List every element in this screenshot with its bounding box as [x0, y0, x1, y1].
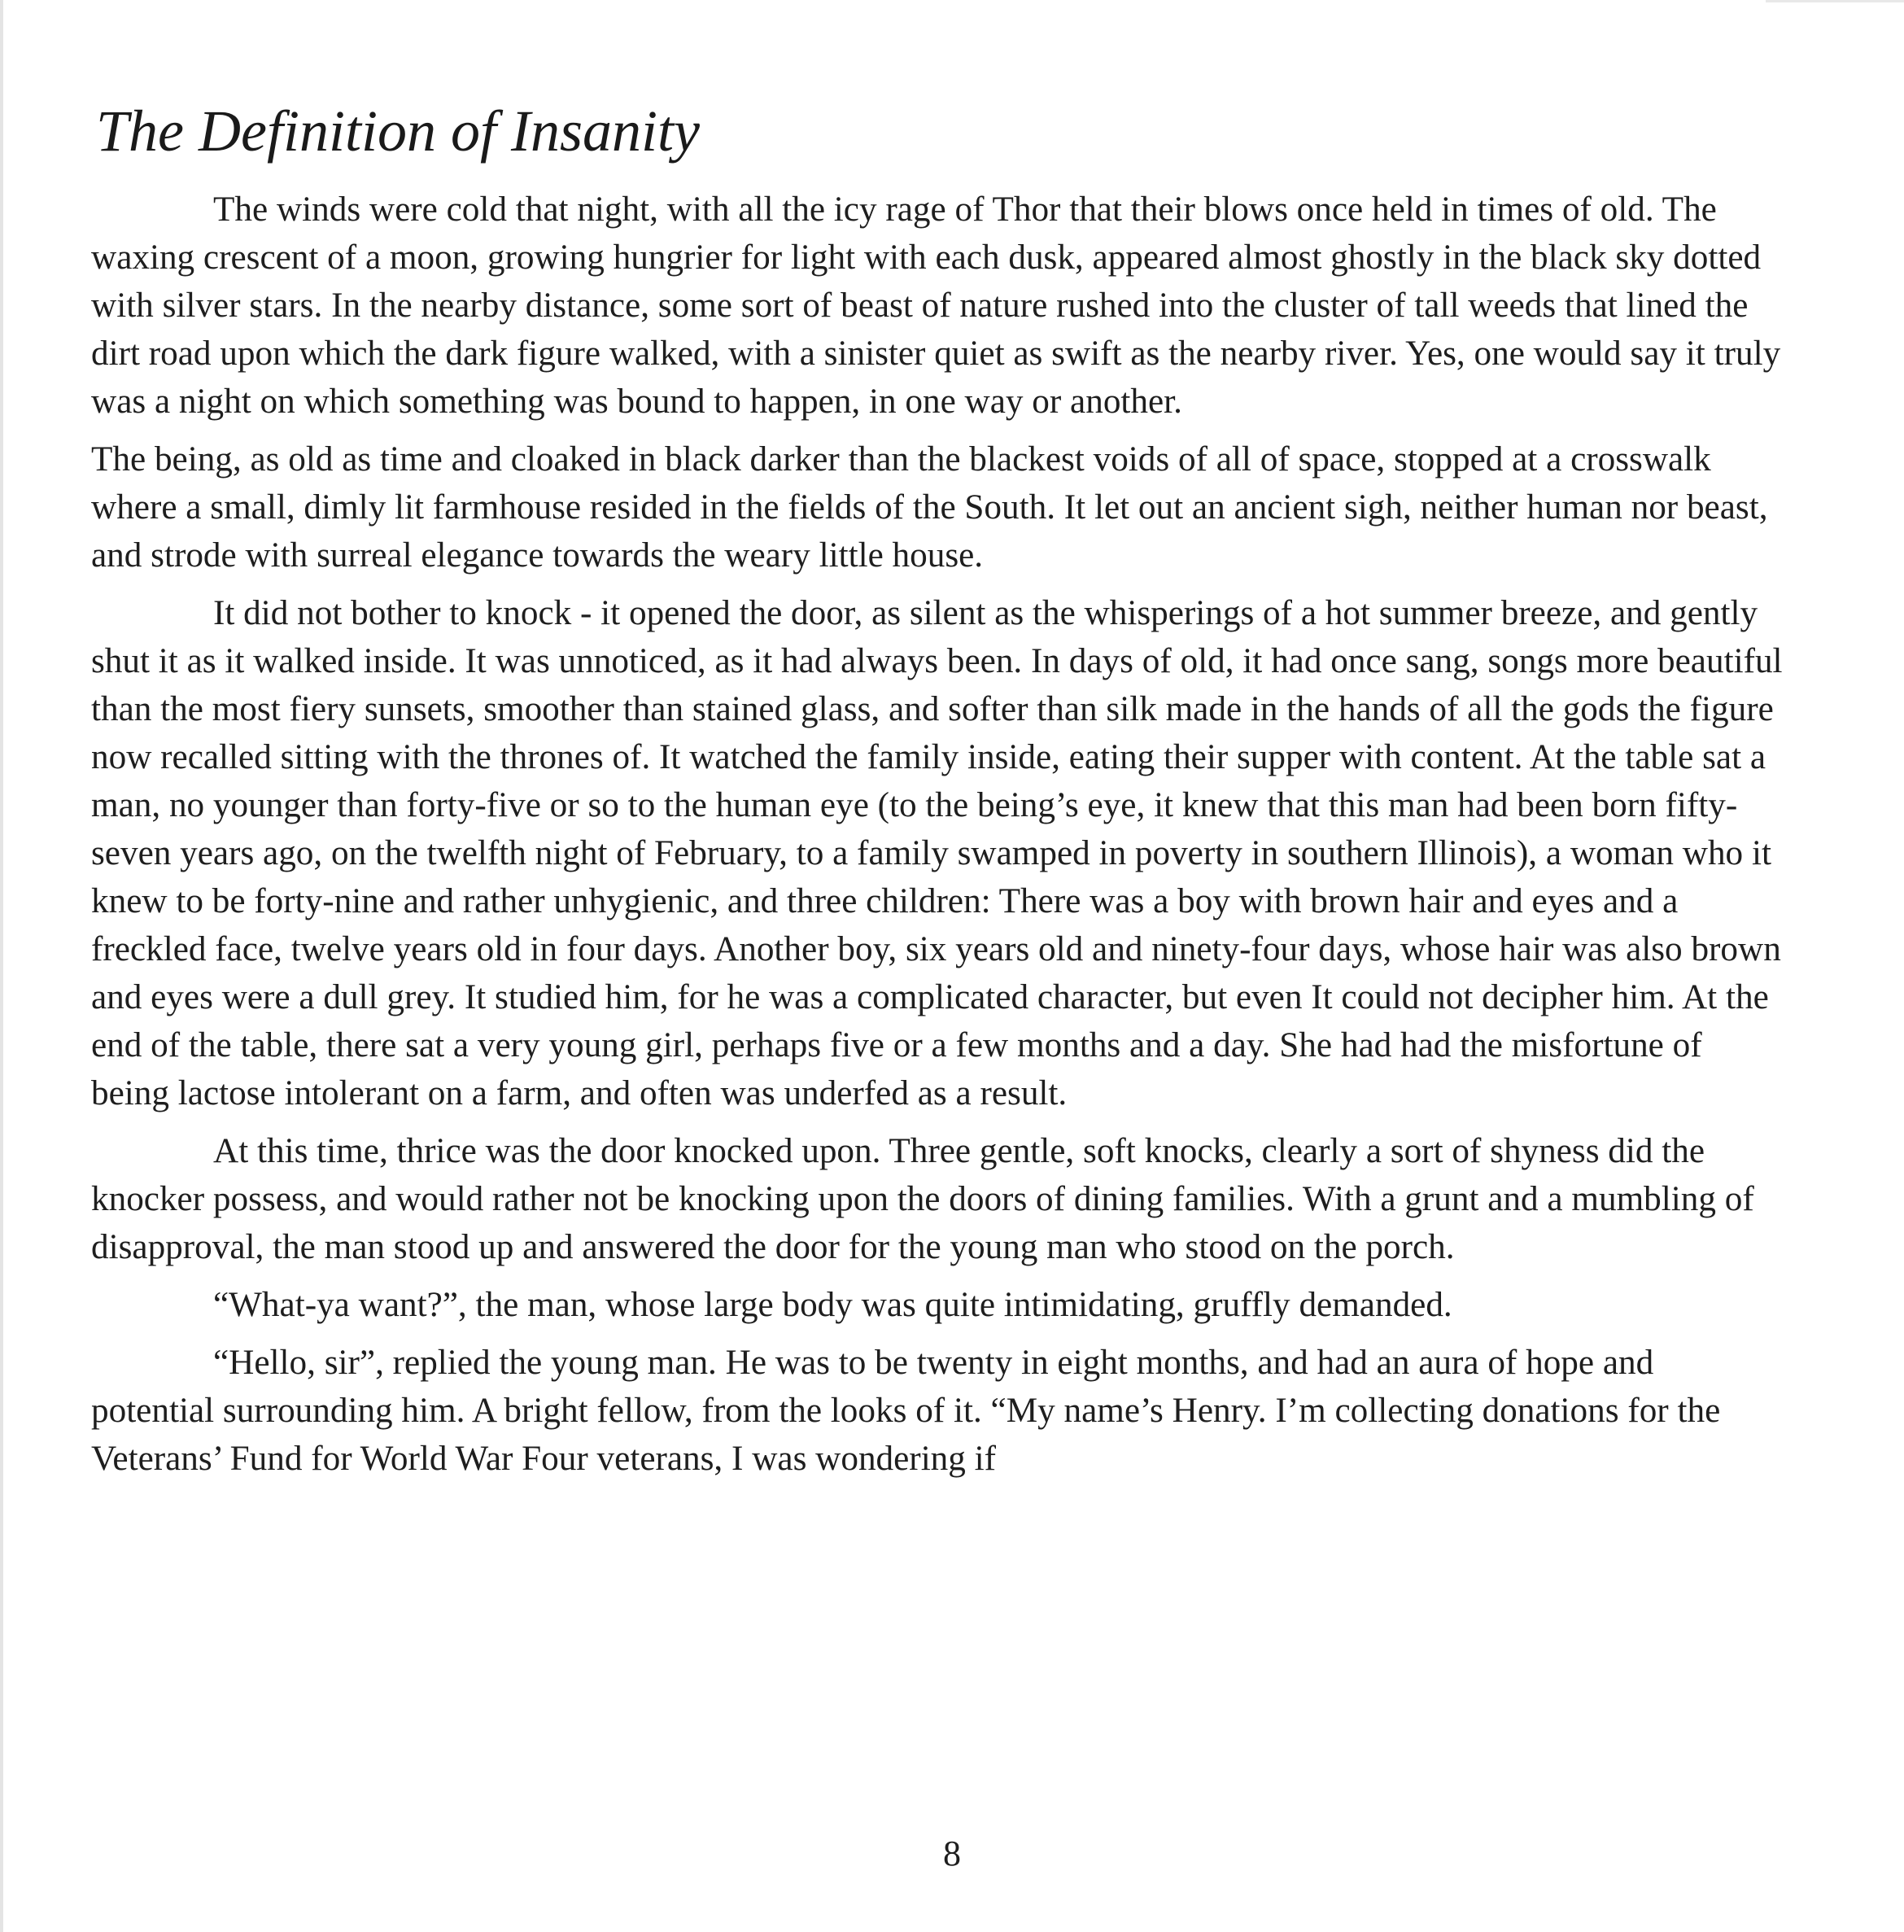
paragraph-1: The winds were cold that night, with all the icy rage of Thor that their blows once held in times of old. The waxing crescent of a moon, growing hungrier for light with each dusk, appeared almost ghostly in the black sky dotted with silver stars. In the nearby distance, some sort of beast of nature rushed into the cluster of tall weeds that lined the dirt road upon which the dark figure walked, with a sinister quiet as swift as the nearby river. Yes, one would say it truly was a night on which something was bound to happen, in one way or another.	[91, 190, 1781, 421]
paragraph-6: “Hello, sir”, replied the young man. He was to be twenty in eight months, and had an aura of hope and potential surrounding him. A bright fellow, from the looks of it. “My name’s Henry. I’m collecting donations for the Veterans’ Fund for World War Four veterans, I was wondering if	[91, 1344, 1721, 1478]
paragraph-3: It did not bother to knock - it opened the door, as silent as the whisperings of a hot summer breeze, and gently shut it as it walked inside. It was unnoticed, as it had always been. In days of old, it had once sang, songs more beautiful than the most fiery sunsets, smoother than stained glass, and softer than silk made in the hands of all the gods the figure now recalled sitting with the thrones of. It watched the family inside, eating their supper with content. At the table sat a man, no younger than forty-five or so to the human eye (to the being’s eye, it knew that this man had been born fifty-seven years ago, on the twelfth night of February, to a family swamped in poverty in southern Illinois), a woman who it knew to be forty-nine and rather unhygienic, and three children: There was a boy with brown hair and eyes and a freckled face, twelve years old in four days. Another boy, six years old and ninety-four days, whose hair was also brown and eyes were a dull grey. It studied him, for he was a complicated character, but even It could not decipher him. At the end of the table, there sat a very young girl, perhaps five or a few months and a day. She had had the misfortune of being lactose intolerant on a farm, and often was underfed as a result.	[91, 594, 1783, 1112]
paragraph-4: At this time, thrice was the door knocked upon. Three gentle, soft knocks, clearly a sort of shyness did the knocker possess, and would rather not be knocking upon the doors of dining families. With a grunt and a mumbling of disapproval, the man stood up and answered the door for the young man who stood on the porch.	[91, 1132, 1754, 1266]
paragraph-5: “What-ya want?”, the man, whose large body was quite intimidating, gruffly demanded.	[213, 1286, 1452, 1324]
story-body	[91, 186, 1784, 1493]
page-edge-mark	[1766, 0, 1904, 2]
page-edge-shadow	[0, 0, 3, 1932]
page-number: 8	[943, 1834, 961, 1873]
story-title: The Definition of Insanity	[96, 98, 700, 164]
paragraph-2: The being, as old as time and cloaked in black darker than the blackest voids of all of space, stopped at a crosswalk where a small, dimly lit farmhouse resided in the fields of the South. It let out an ancient sigh, neither human nor beast, and strode with surreal elegance towards the weary little house.	[91, 440, 1768, 575]
